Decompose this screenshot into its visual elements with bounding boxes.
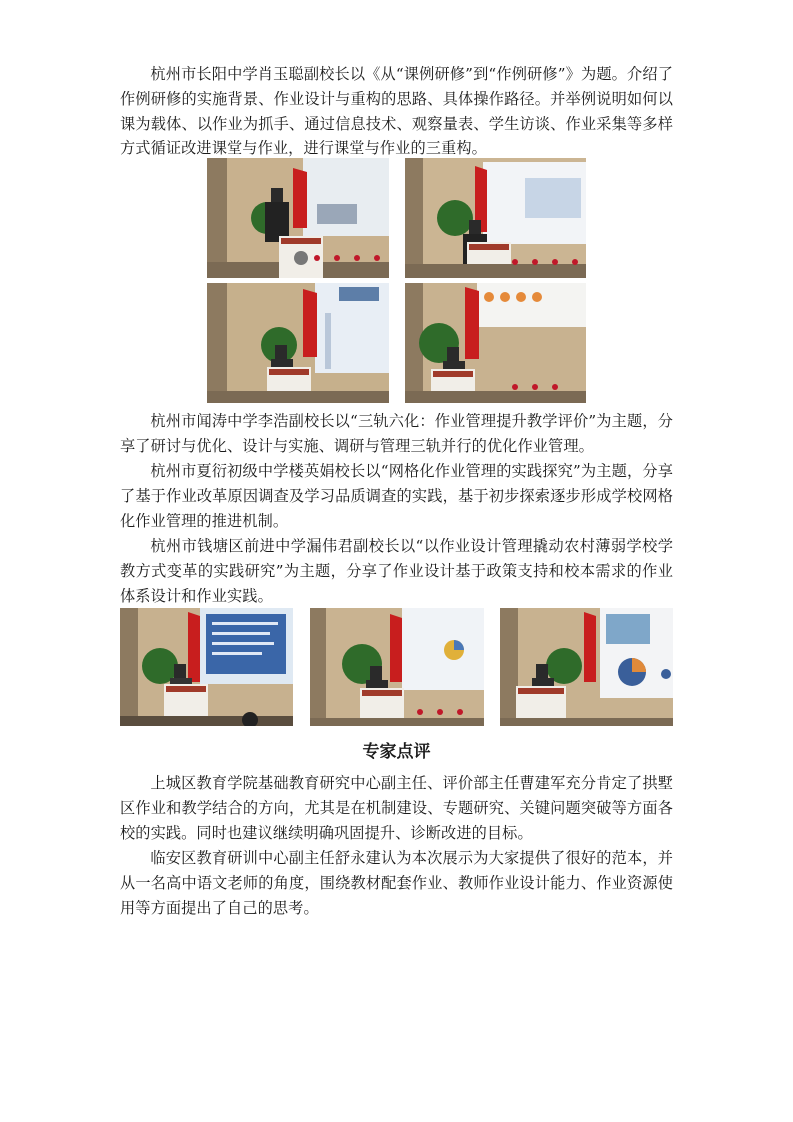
paragraph-lou-yingjuan: 杭州市夏衍初级中学楼英娟校长以“网格化作业管理的实践探究”为主题，分享了基于作业改革原因调查及学习品质调查的实践，基于初步探索逐步形成学校网格化作业管理的推进机制。 bbox=[120, 462, 673, 530]
paragraph-cao-jianjun: 上城区教育学院基础教育研究中心副主任、评价部主任曹建军充分肯定了拱墅区作业和教学结合的方向，尤其是在机制建设、专题研究、关键问题突破等方面各校的实践。同时也建议继续明确巩固提升、诊断改进的目标。 bbox=[120, 774, 673, 842]
photo-speaker-2a bbox=[120, 608, 293, 726]
paragraph-li-hao: 杭州市闻涛中学李浩副校长以“三轨六化：作业管理提升教学评价”为主题，分享了研讨与优化、设计与实施、调研与管理三轨并行的优化作业管理。 bbox=[120, 412, 673, 455]
photo-speaker-1c bbox=[207, 283, 389, 403]
section-heading-expert-review: 专家点评 bbox=[362, 742, 431, 762]
photo-speaker-1a bbox=[207, 158, 389, 278]
photo-speaker-2c bbox=[500, 608, 673, 726]
paragraph-xiao-yucong: 杭州市长阳中学肖玉聪副校长以《从“课例研修”到“作例研修”》为题。介绍了作例研修的实施背景、作业设计与重构的思路、具体操作路径。并举例说明如何以课为载体、以作业为抓手、通过信息技术、观察量表、学生访谈、作业采集等多样方式循证改进课堂与作业，进行课堂与作业的三重构。 bbox=[120, 65, 673, 158]
photo-speaker-1b bbox=[405, 158, 586, 278]
paragraph-shu-yongjian: 临安区教育研训中心副主任舒永建认为本次展示为大家提供了很好的范本，并从一名高中语文老师的角度，围绕教材配套作业、教师作业设计能力、作业资源使用等方面提出了自己的思考。 bbox=[120, 849, 673, 917]
photo-speaker-1d bbox=[405, 283, 586, 403]
paragraph-lou-weijun: 杭州市钱塘区前进中学漏伟君副校长以“以作业设计管理撬动农村薄弱学校学教方式变革的实践研究”为主题，分享了作业设计基于政策支持和校本需求的作业体系设计和作业实践。 bbox=[120, 537, 673, 605]
photo-speaker-2b bbox=[310, 608, 484, 726]
